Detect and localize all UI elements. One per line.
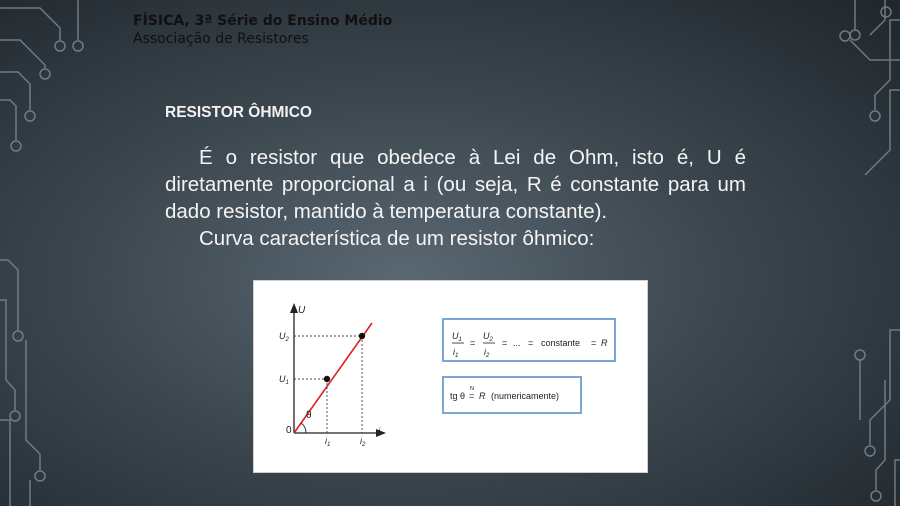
angle-arc — [301, 423, 306, 433]
svg-text:i2: $i_2$ — [484, 347, 490, 359]
u2-label: $U_2$ — [279, 331, 289, 343]
ohmic-resistor-figure — [253, 280, 648, 473]
image-credit: Imagem: SEE-PE, redesenhado a partir de imagem de Autor Desconhecido. — [255, 476, 559, 486]
y-axis-arrow — [290, 303, 298, 313]
svg-text:=: = — [469, 391, 475, 401]
origin-label: 0 — [286, 425, 292, 436]
svg-text:N: N — [470, 386, 474, 392]
y-axis-label: U — [298, 305, 306, 316]
tangent-formula-box — [442, 376, 582, 414]
section-title: RESISTOR ÔHMICO — [165, 104, 312, 121]
curve-caption: Curva característica de um resistor ôhmico: — [199, 227, 595, 250]
svg-text:=: = — [528, 338, 534, 348]
theta-label: θ — [306, 410, 312, 421]
point-1 — [324, 376, 330, 382]
course-title: FÍSICA, 3ª Série do Ensino Médio — [133, 13, 393, 29]
svg-text:R: R — [479, 391, 486, 401]
svg-text:(numericamente): (numericamente) — [491, 391, 560, 401]
point-2 — [359, 333, 365, 339]
i1-label: $i_1$ — [325, 436, 331, 448]
svg-text:tg θ: tg θ — [450, 391, 466, 401]
svg-text:U2: $U_2$ — [483, 331, 493, 343]
topic-title: Associação de Resistores — [133, 31, 309, 47]
svg-text:R: R — [601, 338, 608, 348]
svg-text:=: = — [502, 338, 508, 348]
definition-paragraph: É o resistor que obedece à Lei de Ohm, isto é, U é diretamente proporcional a i (ou seja, R é constante para um dado resistor, mantido à temperatura constante). — [165, 146, 746, 223]
body-text — [165, 144, 746, 252]
svg-text:i1: $i_1$ — [453, 347, 459, 359]
svg-text:constante: constante — [541, 338, 581, 348]
svg-text:U1: $U_1$ — [452, 331, 462, 343]
ratio-formula-box — [442, 318, 616, 362]
slide-header — [133, 12, 392, 48]
svg-text:...: ... — [513, 338, 521, 348]
i2-label: $i_2$ — [360, 436, 366, 448]
svg-text:=: = — [470, 338, 476, 348]
x-axis-label: i — [378, 427, 381, 438]
u1-label: $U_1$ — [279, 374, 289, 386]
svg-text:=: = — [591, 338, 597, 348]
